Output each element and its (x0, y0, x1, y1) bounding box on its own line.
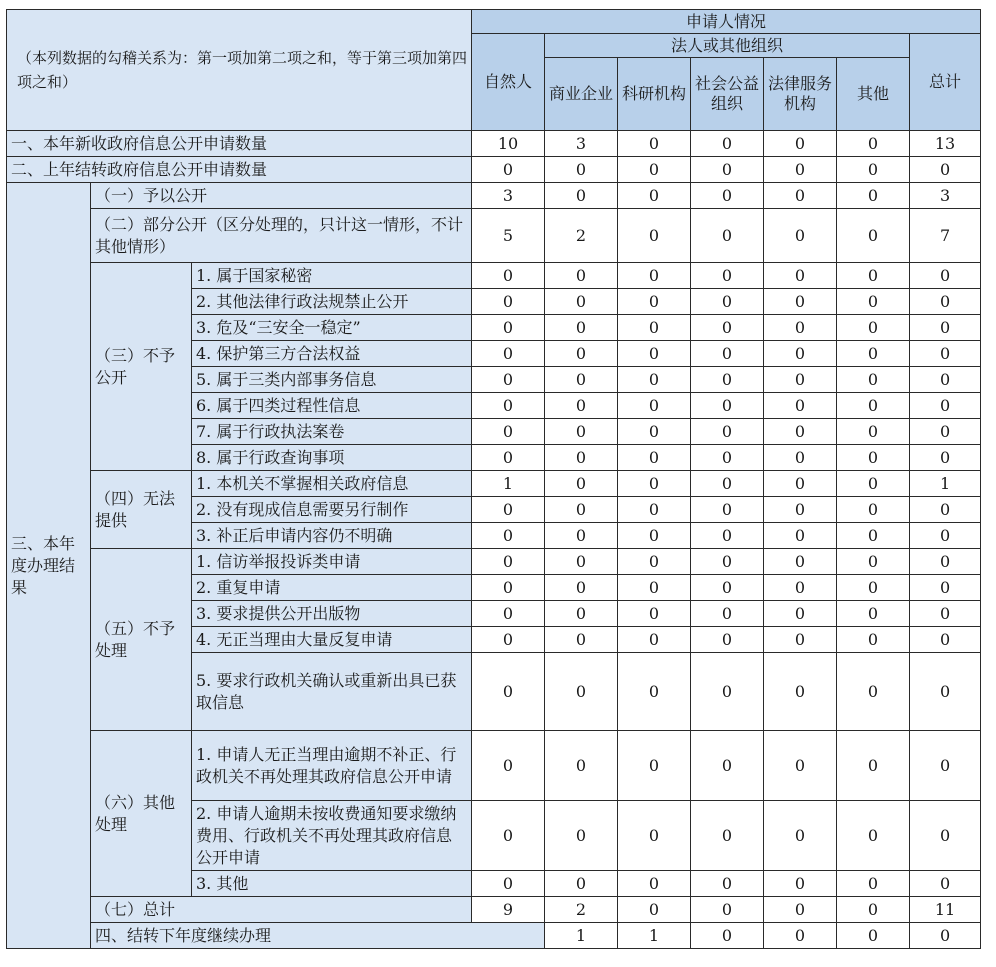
table-row (7, 897, 981, 923)
cell-value: 0 (545, 157, 618, 183)
table-row (7, 183, 981, 209)
cell-value: 0 (910, 445, 981, 471)
cell-value: 7 (910, 209, 981, 263)
cell-value: 0 (691, 289, 764, 315)
cell-value: 0 (837, 897, 910, 923)
row-label: 2. 重复申请 (192, 575, 472, 601)
cell-value: 0 (618, 263, 691, 289)
cell-value: 0 (837, 209, 910, 263)
cell-value: 0 (618, 393, 691, 419)
cell-value: 0 (545, 871, 618, 897)
cell-value: 0 (472, 627, 545, 653)
cell-value: 0 (691, 419, 764, 445)
cell-value: 0 (910, 627, 981, 653)
cell-value: 0 (764, 627, 837, 653)
cell-value: 0 (545, 393, 618, 419)
cell-value: 0 (837, 549, 910, 575)
cell-value: 0 (618, 471, 691, 497)
header-note: （本列数据的勾稽关系为：第一项加第二项之和，等于第三项加第四项之和） (7, 10, 472, 131)
cell-value: 0 (618, 897, 691, 923)
cell-value: 0 (910, 289, 981, 315)
cell-value: 0 (910, 157, 981, 183)
cell-value: 2 (545, 897, 618, 923)
cell-value: 0 (764, 601, 837, 627)
row-label: 8. 属于行政查询事项 (192, 445, 472, 471)
cell-value: 0 (910, 549, 981, 575)
header-legal-org: 法人或其他组织 (545, 34, 910, 58)
cell-value: 0 (691, 731, 764, 801)
cell-value: 0 (618, 549, 691, 575)
cell-value: 0 (910, 923, 981, 949)
group-label: （三）不予公开 (91, 263, 192, 471)
cell-value: 0 (545, 497, 618, 523)
cell-value: 1 (618, 923, 691, 949)
cell-value: 0 (691, 601, 764, 627)
row-label: 1. 本机关不掌握相关政府信息 (192, 471, 472, 497)
group-label: （四）无法提供 (91, 471, 192, 549)
cell-value: 13 (910, 131, 981, 157)
cell-value: 0 (472, 445, 545, 471)
row-label: 1. 申请人无正当理由逾期不补正、行政机关不再处理其政府信息公开申请 (192, 731, 472, 801)
row-label: 7. 属于行政执法案卷 (192, 419, 472, 445)
cell-value: 0 (837, 445, 910, 471)
header-applicant: 申请人情况 (472, 10, 981, 34)
cell-value: 0 (472, 419, 545, 445)
cell-value: 0 (910, 263, 981, 289)
cell-value: 0 (691, 897, 764, 923)
table-row (7, 157, 981, 183)
cell-value: 0 (910, 731, 981, 801)
cell-value: 0 (691, 549, 764, 575)
cell-value: 0 (545, 315, 618, 341)
cell-value: 0 (545, 575, 618, 601)
cell-value: 0 (472, 653, 545, 731)
cell-value: 0 (764, 731, 837, 801)
cell-value: 0 (691, 131, 764, 157)
section-3-label: 三、本年度办理结果 (7, 183, 91, 949)
cell-value: 0 (910, 523, 981, 549)
header-natural-person: 自然人 (472, 34, 545, 131)
cell-value: 0 (618, 871, 691, 897)
cell-value: 0 (618, 289, 691, 315)
table-row (7, 209, 981, 263)
cell-value: 0 (691, 445, 764, 471)
cell-value: 0 (691, 263, 764, 289)
cell-value: 0 (764, 445, 837, 471)
row-label: 2. 其他法律行政法规禁止公开 (192, 289, 472, 315)
cell-value: 0 (618, 183, 691, 209)
cell-value: 0 (837, 131, 910, 157)
cell-value: 0 (618, 601, 691, 627)
cell-value: 0 (837, 801, 910, 871)
cell-value: 0 (910, 575, 981, 601)
cell-value: 0 (472, 575, 545, 601)
cell-value: 0 (545, 653, 618, 731)
cell-value: 0 (837, 183, 910, 209)
cell-value: 0 (764, 575, 837, 601)
cell-value: 0 (764, 289, 837, 315)
cell-value: 0 (618, 731, 691, 801)
cell-value: 0 (764, 897, 837, 923)
cell-value: 0 (764, 653, 837, 731)
cell-value: 0 (618, 209, 691, 263)
cell-value: 0 (764, 523, 837, 549)
cell-value: 0 (837, 523, 910, 549)
row-label: 2. 申请人逾期未按收费通知要求缴纳费用、行政机关不再处理其政府信息公开申请 (192, 801, 472, 871)
table-row (7, 731, 981, 801)
cell-value: 0 (837, 497, 910, 523)
cell-value: 0 (837, 289, 910, 315)
cell-value: 0 (618, 315, 691, 341)
cell-value: 0 (545, 549, 618, 575)
cell-value: 0 (618, 131, 691, 157)
cell-value: 0 (618, 341, 691, 367)
cell-value: 0 (764, 923, 837, 949)
cell-value: 0 (472, 871, 545, 897)
cell-value: 0 (472, 549, 545, 575)
row-label: 一、本年新收政府信息公开申请数量 (7, 131, 472, 157)
cell-value: 0 (472, 367, 545, 393)
cell-value: 0 (691, 871, 764, 897)
row-label: （一）予以公开 (91, 183, 472, 209)
cell-value: 0 (691, 315, 764, 341)
cell-value: 0 (472, 523, 545, 549)
row-label: （七）总计 (91, 897, 472, 923)
cell-value: 0 (472, 263, 545, 289)
cell-value: 0 (837, 575, 910, 601)
group-label: （六）其他处理 (91, 731, 192, 897)
cell-value: 11 (910, 897, 981, 923)
row-label: 5. 属于三类内部事务信息 (192, 367, 472, 393)
cell-value: 1 (545, 923, 618, 949)
cell-value: 0 (764, 367, 837, 393)
table-row (7, 131, 981, 157)
cell-value: 0 (618, 627, 691, 653)
cell-value: 0 (545, 601, 618, 627)
cell-value: 0 (472, 601, 545, 627)
cell-value: 0 (837, 393, 910, 419)
cell-value: 0 (545, 183, 618, 209)
header-other: 其他 (837, 58, 910, 131)
cell-value: 0 (545, 419, 618, 445)
cell-value: 0 (910, 871, 981, 897)
cell-value: 0 (837, 419, 910, 445)
cell-value: 0 (764, 549, 837, 575)
cell-value: 0 (837, 157, 910, 183)
cell-value: 10 (472, 131, 545, 157)
cell-value: 0 (472, 801, 545, 871)
cell-value: 0 (691, 575, 764, 601)
cell-value: 0 (764, 209, 837, 263)
cell-value: 0 (764, 341, 837, 367)
cell-value: 0 (545, 471, 618, 497)
cell-value: 0 (910, 367, 981, 393)
cell-value: 0 (472, 157, 545, 183)
row-label: 4. 保护第三方合法权益 (192, 341, 472, 367)
cell-value: 0 (472, 393, 545, 419)
cell-value: 0 (764, 263, 837, 289)
table-row (7, 471, 981, 497)
cell-value: 0 (691, 157, 764, 183)
cell-value: 0 (837, 471, 910, 497)
cell-value: 0 (691, 523, 764, 549)
row-label: （二）部分公开（区分处理的，只计这一情形，不计其他情形） (91, 209, 472, 263)
cell-value: 2 (545, 209, 618, 263)
cell-value: 0 (545, 627, 618, 653)
cell-value: 1 (910, 471, 981, 497)
cell-value: 0 (618, 497, 691, 523)
cell-value: 0 (910, 393, 981, 419)
cell-value: 0 (618, 157, 691, 183)
row-label: 3. 其他 (192, 871, 472, 897)
cell-value: 0 (545, 801, 618, 871)
cell-value: 0 (837, 367, 910, 393)
cell-value: 0 (691, 341, 764, 367)
cell-value: 0 (545, 731, 618, 801)
cell-value: 0 (618, 445, 691, 471)
cell-value: 0 (837, 627, 910, 653)
cell-value: 0 (764, 183, 837, 209)
row-label: 6. 属于四类过程性信息 (192, 393, 472, 419)
cell-value: 3 (472, 183, 545, 209)
cell-value: 9 (472, 897, 545, 923)
row-label: 2. 没有现成信息需要另行制作 (192, 497, 472, 523)
row-label: 5. 要求行政机关确认或重新出具已获取信息 (192, 653, 472, 731)
cell-value: 0 (691, 393, 764, 419)
header-public-welfare: 社会公益组织 (691, 58, 764, 131)
cell-value: 0 (764, 871, 837, 897)
cell-value: 0 (691, 471, 764, 497)
table-row (7, 923, 981, 949)
cell-value: 0 (764, 419, 837, 445)
cell-value: 0 (545, 367, 618, 393)
cell-value: 0 (764, 131, 837, 157)
row-label: 四、结转下年度继续办理 (91, 923, 545, 949)
cell-value: 0 (545, 263, 618, 289)
cell-value: 0 (837, 653, 910, 731)
cell-value: 0 (837, 871, 910, 897)
group-label: （五）不予处理 (91, 549, 192, 731)
cell-value: 0 (837, 923, 910, 949)
cell-value: 0 (691, 923, 764, 949)
cell-value: 0 (764, 497, 837, 523)
row-label: 3. 补正后申请内容仍不明确 (192, 523, 472, 549)
cell-value: 0 (837, 315, 910, 341)
row-label: 3. 要求提供公开出版物 (192, 601, 472, 627)
cell-value: 0 (618, 575, 691, 601)
table-row (7, 263, 981, 289)
cell-value: 0 (837, 731, 910, 801)
cell-value: 0 (910, 315, 981, 341)
cell-value: 5 (472, 209, 545, 263)
header-research: 科研机构 (618, 58, 691, 131)
cell-value: 0 (545, 523, 618, 549)
cell-value: 0 (691, 801, 764, 871)
cell-value: 0 (910, 419, 981, 445)
cell-value: 0 (764, 157, 837, 183)
row-label: 3. 危及“三安全一稳定” (192, 315, 472, 341)
cell-value: 3 (910, 183, 981, 209)
header-total: 总计 (910, 34, 981, 131)
cell-value: 0 (764, 471, 837, 497)
cell-value: 0 (837, 341, 910, 367)
cell-value: 0 (691, 183, 764, 209)
cell-value: 0 (472, 341, 545, 367)
cell-value: 0 (910, 341, 981, 367)
cell-value: 0 (910, 653, 981, 731)
header-business: 商业企业 (545, 58, 618, 131)
row-label: 4. 无正当理由大量反复申请 (192, 627, 472, 653)
cell-value: 0 (472, 731, 545, 801)
row-label: 1. 属于国家秘密 (192, 263, 472, 289)
cell-value: 0 (618, 523, 691, 549)
header-legal-service: 法律服务机构 (764, 58, 837, 131)
cell-value: 0 (472, 289, 545, 315)
cell-value: 0 (618, 367, 691, 393)
cell-value: 0 (764, 801, 837, 871)
cell-value: 0 (764, 315, 837, 341)
cell-value: 0 (618, 801, 691, 871)
cell-value: 0 (910, 801, 981, 871)
cell-value: 0 (837, 263, 910, 289)
cell-value: 0 (691, 209, 764, 263)
cell-value: 0 (691, 367, 764, 393)
cell-value: 0 (472, 315, 545, 341)
table-row (7, 549, 981, 575)
row-label: 二、上年结转政府信息公开申请数量 (7, 157, 472, 183)
cell-value: 0 (691, 497, 764, 523)
cell-value: 0 (837, 601, 910, 627)
cell-value: 0 (910, 601, 981, 627)
cell-value: 0 (545, 445, 618, 471)
cell-value: 0 (545, 341, 618, 367)
row-label: 1. 信访举报投诉类申请 (192, 549, 472, 575)
cell-value: 0 (910, 497, 981, 523)
cell-value: 1 (472, 471, 545, 497)
cell-value: 0 (691, 653, 764, 731)
cell-value: 0 (545, 289, 618, 315)
cell-value: 3 (545, 131, 618, 157)
cell-value: 0 (691, 627, 764, 653)
cell-value: 0 (472, 497, 545, 523)
cell-value: 0 (618, 653, 691, 731)
gov-info-disclosure-table (6, 9, 981, 949)
cell-value: 0 (764, 393, 837, 419)
cell-value: 0 (618, 419, 691, 445)
